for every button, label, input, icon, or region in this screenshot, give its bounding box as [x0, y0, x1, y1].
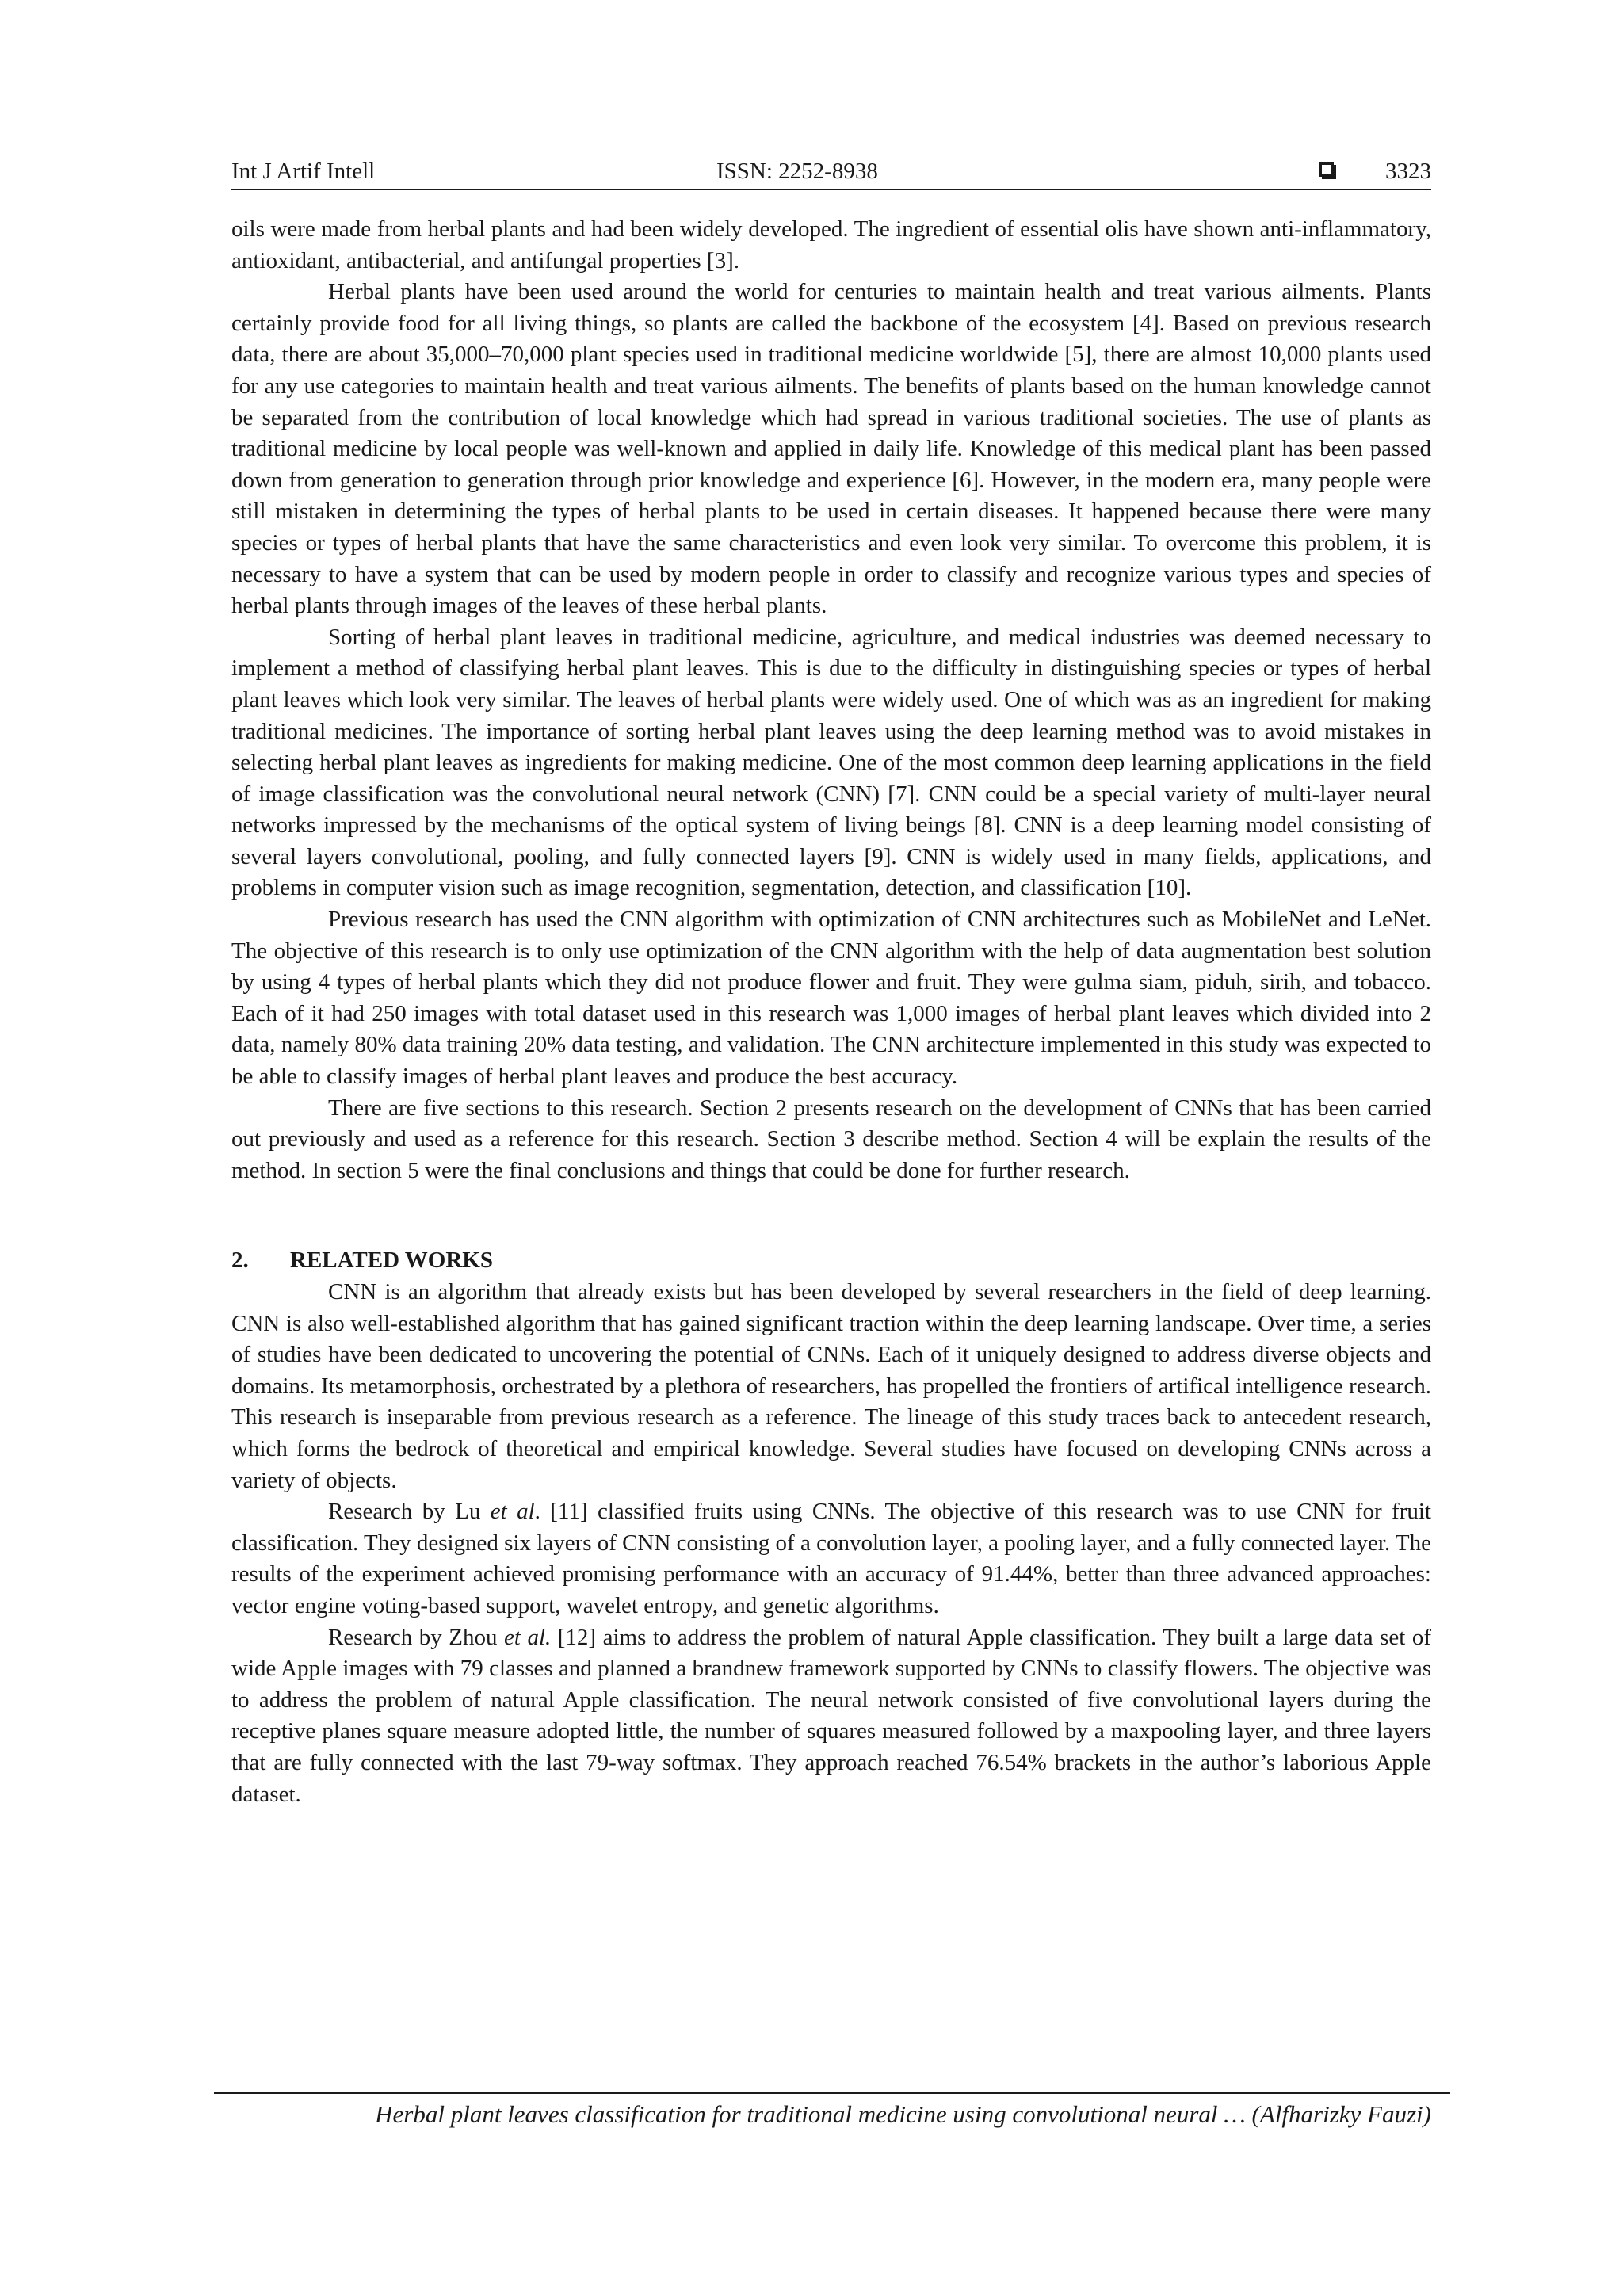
footer-rule [214, 2092, 1450, 2094]
text-run: . [11] classified fruits using CNNs. The objective of this research was to use CNN for fruit classification. They designed six layers of CNN consisting of a convolution layer, a pooling layer, and a fully connected layer. The results of the experiment achieved promising performance with an accuracy of 91.44%, better than three advanced approaches: vector engine voting-based support, wavelet entropy, and genetic algorithms. [231, 1499, 1431, 1618]
box-icon [1319, 162, 1334, 177]
paragraph: There are five sections to this research. Section 2 presents research on the development of CNNs that has been carried out previously and used as a reference for this research. Section 3 describe method. Section 4 will be explain the results of the method. In section 5 were the final conclusions and things that could be done for further research. [231, 1095, 1431, 1183]
header-rule [231, 189, 1431, 190]
paragraph [231, 1496, 1431, 1622]
text-run: [12] aims to address the problem of natural Apple classification. They built a large data set of wide Apple images with 79 classes and planned a brandnew framework supported by CNNs to classify flowers. The objective was to address the problem of natural Apple classification. The neural network consisted of five convolutional layers during the receptive planes square measure adopted little, the number of squares measured followed by a maxpooling layer, and three layers that are fully connected with the last 79-way softmax. They approach reached 76.54% brackets in the author’s laborious Apple dataset. [231, 1624, 1431, 1807]
paragraph-continued: oils were made from herbal plants and had been widely developed. The ingredient of essential olis have shown anti-inflammatory, antioxidant, antibacterial, and antifungal properties [3]. [231, 216, 1431, 273]
text-run: Research by Lu [328, 1499, 491, 1525]
section-title: RELATED WORKS [290, 1247, 493, 1274]
section-heading-related-works [231, 1245, 1431, 1277]
section-number: 2. [231, 1247, 249, 1274]
paragraph: Herbal plants have been used around the world for centuries to maintain health and treat various ailments. Plants certainly provide food for all living things, so plants are called the backbone of the ecosystem [4]. Based on previous research data, there are about 35,000–70,000 plant species used in traditional medicine worldwide [5], there are almost 10,000 plants used for any use categories to maintain health and treat various ailments. The benefits of plants based on the human knowledge cannot be separated from the contribution of local knowledge which had spread in various traditional societies. The use of plants as traditional medicine by local people was well-known and applied in daily life. Knowledge of this medical plant has been passed down from generation to generation through prior knowledge and experience [6]. However, in the modern era, many people were still mistaken in determining the types of herbal plants to be used in certain diseases. It happened because there were many species or types of herbal plants that have the same characteristics and even look very similar. To overcome this problem, it is necessary to have a system that can be used by modern people in order to classify and recognize various types and species of herbal plants through images of the leaves of these herbal plants. [231, 279, 1431, 619]
journal-name: Int J Artif Intell [231, 159, 376, 184]
issn: ISSN: 2252-8938 [716, 159, 878, 184]
paragraph: Previous research has used the CNN algorithm with optimization of CNN architectures such as MobileNet and LeNet. The objective of this research is to only use optimization of the CNN algorithm with the help of data augmentation best solution by using 4 types of herbal plants which they did not produce flower and fruit. They were gulma siam, piduh, sirih, and tobacco. Each of it had 250 images with total dataset used in this research was 1,000 images of herbal plant leaves which divided into 2 data, namely 80% data training 20% data testing, and validation. The CNN architecture implemented in this study was expected to be able to classify images of herbal plant leaves and produce the best accuracy. [231, 907, 1431, 1090]
running-head [231, 155, 1431, 187]
body-text [231, 214, 1431, 1810]
text-run: Research by Zhou [328, 1624, 505, 1650]
et-al: et al [490, 1499, 535, 1525]
paragraph: Sorting of herbal plant leaves in traditional medicine, agriculture, and medical industries was deemed necessary to implement a method of classifying herbal plant leaves. This is due to the difficulty in distinguishing species or types of herbal plant leaves which look very similar. The leaves of herbal plants were widely used. One of which was as an ingredient for making traditional medicines. The importance of sorting herbal plant leaves using the deep learning method was to avoid mistakes in selecting herbal plant leaves as ingredients for making medicine. One of the most common deep learning applications in the field of image classification was the convolutional neural network (CNN) [7]. CNN could be a special variety of multi-layer neural networks impressed by the mechanisms of the optical system of living beings [8]. CNN is a deep learning model consisting of several layers convolutional, pooling, and fully connected layers [9]. CNN is widely used in many fields, applications, and problems in computer vision such as image recognition, segmentation, detection, and classification [10]. [231, 624, 1431, 901]
running-footer: Herbal plant leaves classification for traditional medicine using convolutional neural … (Alfharizky Fauzi) [375, 2100, 1431, 2128]
paragraph [231, 1622, 1431, 1811]
paragraph: CNN is an algorithm that already exists but has been developed by several researchers in the field of deep learning. CNN is also well-established algorithm that has gained significant traction within the deep learning landscape. Over time, a series of studies have been dedicated to uncovering the potential of CNNs. Each of it uniquely designed to address diverse objects and domains. Its metamorphosis, orchestrated by a plethora of researchers, has propelled the frontiers of artifical intelligence research. This research is inseparable from previous research as a reference. The lineage of this study traces back to antecedent research, which forms the bedrock of theoretical and empirical knowledge. Several studies have focused on developing CNNs across a variety of objects. [231, 1279, 1431, 1493]
et-al: et al. [504, 1624, 552, 1650]
page-number: 3323 [1385, 159, 1431, 184]
